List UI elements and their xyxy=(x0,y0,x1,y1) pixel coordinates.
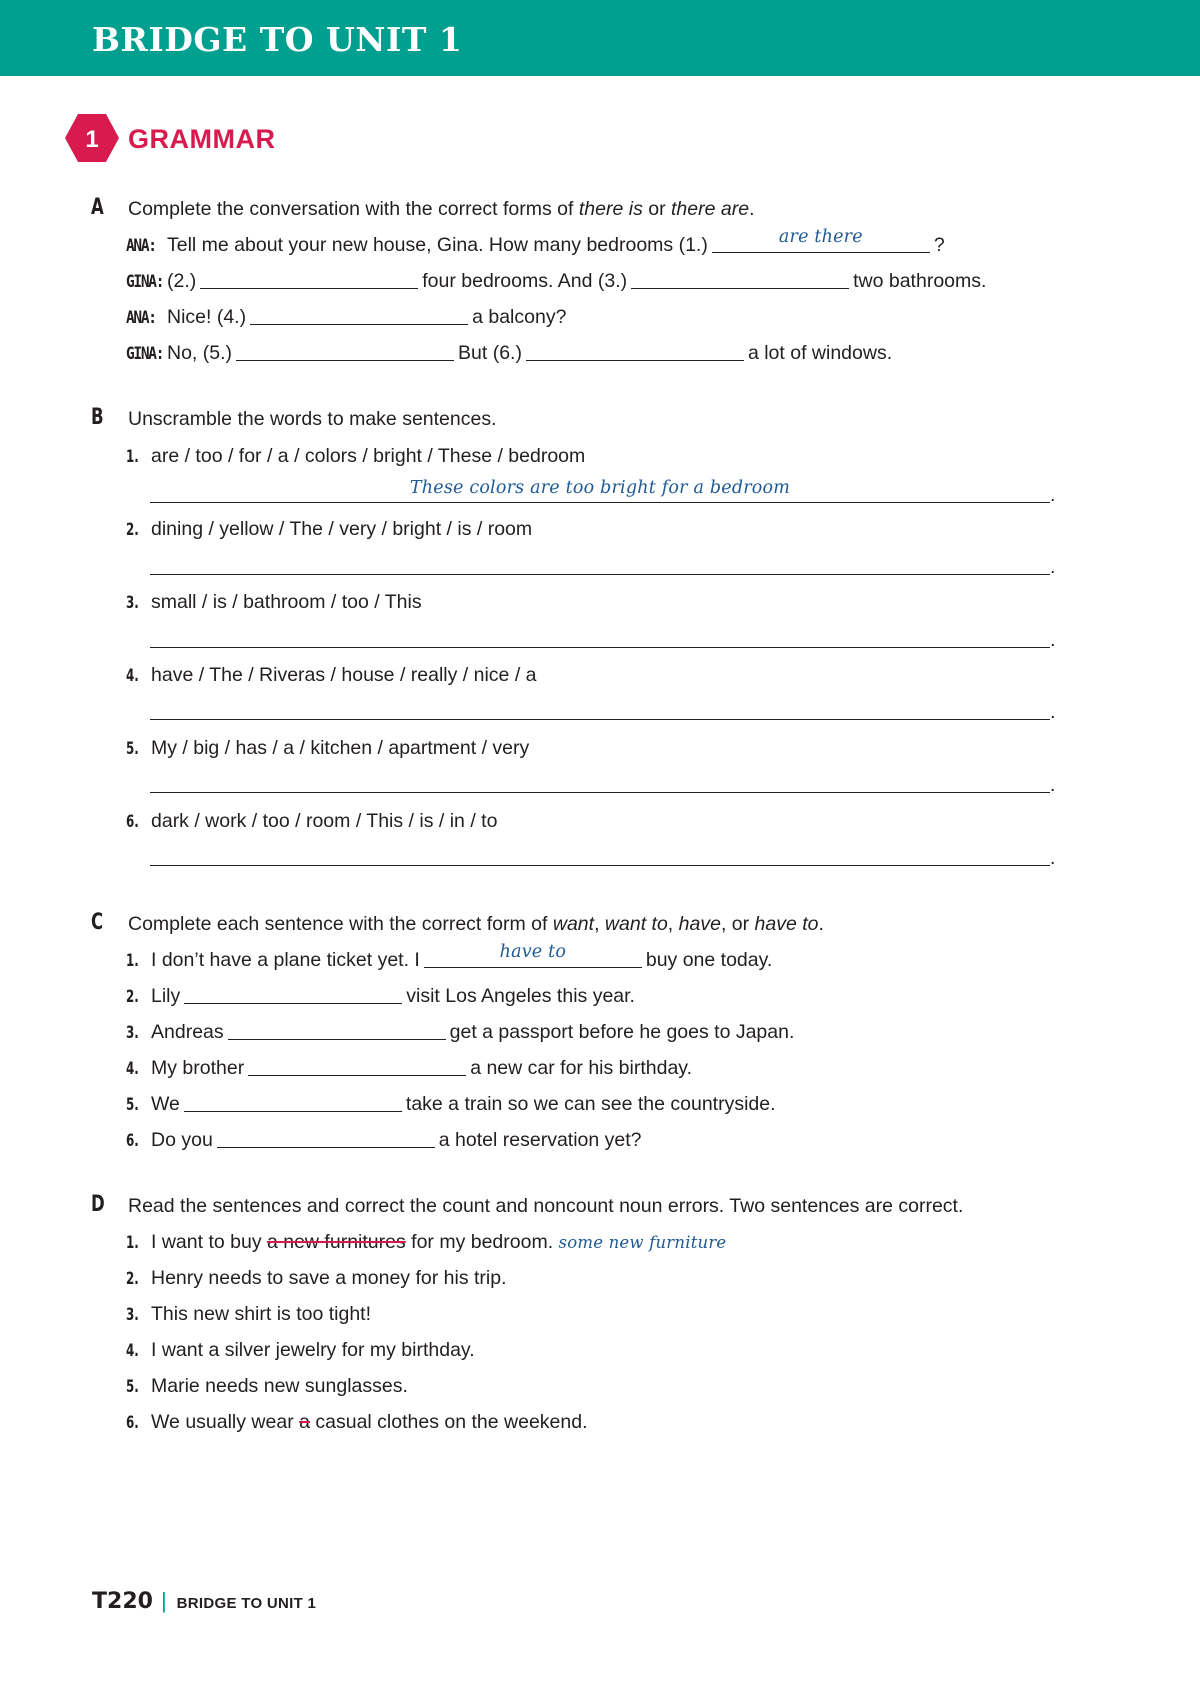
list-item: 1. are / too / for / a / colors / bright / These / bedroom xyxy=(126,445,586,467)
answer-blank[interactable] xyxy=(424,942,642,968)
list-item: 1. I want to buy a new furnitures for my bedroom. some new furniture xyxy=(126,1231,727,1253)
list-item: 2. dining / yellow / The / very / bright / is / room xyxy=(126,518,533,540)
answer-blank[interactable] xyxy=(184,985,402,1004)
footer-separator: | xyxy=(160,1588,167,1613)
answer-blank[interactable] xyxy=(200,270,418,289)
section-number: 1 xyxy=(85,126,99,153)
list-item: 3. This new shirt is too tight! xyxy=(126,1303,372,1325)
handwritten-correction: some new furniture xyxy=(558,1233,727,1252)
list-item: 5. We take a train so we can see the countryside. xyxy=(126,1093,776,1115)
list-item: 4. I want a silver jewelry for my birthday. xyxy=(126,1339,475,1361)
handwritten-answer: These colors are too bright for a bedroom xyxy=(409,478,791,498)
struck-text: a new furnitures xyxy=(266,1231,406,1253)
section-title: GRAMMAR xyxy=(128,124,276,154)
list-item: 2. Henry needs to save a money for his trip. xyxy=(126,1267,507,1289)
answer-line[interactable] xyxy=(150,480,1050,503)
footer-label: BRIDGE TO UNIT 1 xyxy=(176,1595,317,1612)
answer-blank[interactable] xyxy=(250,306,468,325)
answer-blank[interactable] xyxy=(236,342,454,361)
list-item: 2. Lily visit Los Angeles this year. xyxy=(126,985,635,1007)
answer-line[interactable] xyxy=(150,770,1050,793)
dialogue-line: GINA: No, (5.) But (6.) a lot of windows. xyxy=(126,342,893,364)
answer-blank[interactable] xyxy=(712,227,930,253)
page-title: BRIDGE TO UNIT 1 xyxy=(92,20,463,59)
list-item: 5. Marie needs new sunglasses. xyxy=(126,1375,408,1397)
part-c-letter: C xyxy=(91,910,104,935)
answer-line[interactable] xyxy=(150,697,1050,720)
list-item: 1. I don’t have a plane ticket yet. I have to buy one today. xyxy=(126,942,773,971)
answer-blank[interactable] xyxy=(184,1093,402,1112)
answer-blank[interactable] xyxy=(248,1057,466,1076)
struck-text: a xyxy=(299,1411,310,1433)
part-c-instruction: Complete each sentence with the correct form of want, want to, have, or have to. xyxy=(128,913,824,935)
part-a-letter: A xyxy=(91,195,104,220)
page-footer xyxy=(92,1588,316,1614)
list-item: 3. Andreas get a passport before he goes to Japan. xyxy=(126,1021,795,1043)
handwritten-answer: are there xyxy=(778,227,863,247)
page-number: T220 xyxy=(92,1589,153,1614)
answer-blank[interactable] xyxy=(217,1129,435,1148)
answer-blank[interactable] xyxy=(526,342,744,361)
part-a-instruction: Complete the conversation with the correct forms of there is or there are. xyxy=(128,198,755,220)
section-number-badge xyxy=(64,113,120,163)
list-item: 4. My brother a new car for his birthday. xyxy=(126,1057,693,1079)
list-item: 3. small / is / bathroom / too / This xyxy=(126,591,422,613)
list-item: 6. Do you a hotel reservation yet? xyxy=(126,1129,642,1151)
header-bar xyxy=(0,0,1200,76)
list-item: 6. dark / work / too / room / This / is / in / to xyxy=(126,810,498,832)
part-b-letter: B xyxy=(91,405,104,430)
answer-line[interactable] xyxy=(150,552,1050,575)
answer-blank[interactable] xyxy=(228,1021,446,1040)
answer-line[interactable] xyxy=(150,843,1050,866)
list-item: 6. We usually wear a casual clothes on the weekend. xyxy=(126,1411,588,1433)
list-item: 4. have / The / Riveras / house / really / nice / a xyxy=(126,664,537,686)
part-d-letter: D xyxy=(91,1192,105,1217)
list-item: 5. My / big / has / a / kitchen / apartment / very xyxy=(126,737,530,759)
dialogue-line: ANA: Nice! (4.) a balcony? xyxy=(126,306,567,328)
part-b-instruction: Unscramble the words to make sentences. xyxy=(128,408,497,430)
handwritten-answer: have to xyxy=(499,942,567,962)
answer-line[interactable] xyxy=(150,625,1050,648)
dialogue-line: GINA: (2.) four bedrooms. And (3.) two bathrooms. xyxy=(126,270,987,292)
dialogue-line: ANA: Tell me about your new house, Gina. How many bedrooms (1.) are there ? xyxy=(126,227,945,256)
part-d-instruction: Read the sentences and correct the count and noncount noun errors. Two sentences are correct. xyxy=(128,1195,964,1217)
answer-blank[interactable] xyxy=(631,270,849,289)
